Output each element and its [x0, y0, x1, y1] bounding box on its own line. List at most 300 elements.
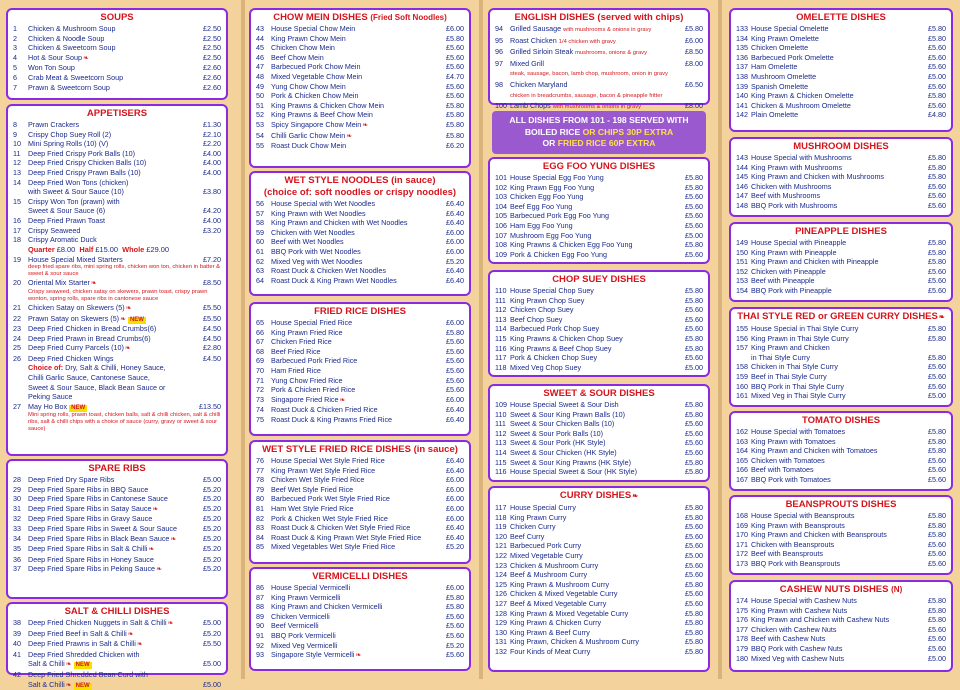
item-name-text: Grilled Sausage	[510, 24, 562, 33]
item-price: £5.60	[685, 531, 703, 541]
item-price: £2.10	[203, 129, 221, 139]
menu-item	[736, 644, 946, 654]
item-number: 41	[13, 649, 21, 659]
item-name	[751, 456, 926, 466]
item-list	[13, 475, 221, 575]
item-price: £5.80	[928, 427, 946, 436]
item-price: £5.60	[928, 191, 946, 201]
item-price: £4.50	[203, 333, 221, 343]
item-price: £6.40	[446, 218, 464, 228]
item-price: £5.20	[203, 503, 221, 513]
item-number: 93	[256, 650, 264, 660]
menu-item	[256, 247, 464, 257]
item-price: £5.60	[446, 650, 464, 660]
item-name	[271, 110, 444, 120]
item-price: £5.80	[928, 153, 946, 162]
item-name	[271, 602, 444, 612]
item-number: 27	[13, 401, 21, 411]
item-number: 128	[495, 608, 507, 618]
item-name	[28, 680, 201, 690]
item-name	[28, 618, 201, 629]
item-name-text: Prawn Satay on Skewers (5)	[28, 313, 120, 323]
item-price: £6.00	[446, 237, 464, 247]
item-name-text: Beef in Thai Style Curry	[751, 371, 827, 381]
item-price: £5.80	[928, 520, 946, 530]
item-price: £5.80	[446, 110, 464, 120]
menu-item	[256, 218, 464, 228]
menu-item	[256, 228, 464, 238]
item-name-text: Crispy Aromatic Duck	[28, 235, 97, 245]
menu-item	[13, 149, 221, 159]
item-name-text: Pork & Chicken Chow Mein	[271, 91, 359, 101]
section-title: PINEAPPLE DISHES	[795, 226, 887, 237]
title-sub: (Fried Soft Noodles)	[370, 13, 447, 22]
item-name	[510, 618, 683, 628]
item-number: 120	[495, 531, 507, 541]
item-name-text: Beef Egg Foo Yung	[510, 201, 573, 211]
item-number: 23	[13, 324, 21, 334]
item-name-text: King Prawn and Chicken with Pineapple	[751, 257, 879, 267]
item-name	[271, 347, 444, 357]
item-name	[510, 353, 683, 363]
item-number: 40	[13, 639, 21, 649]
item-price: £4.00	[203, 167, 221, 177]
item-number: 149	[736, 238, 748, 247]
item-number: 12	[13, 158, 21, 168]
menu-item	[736, 153, 946, 163]
item-name-text: House Special Sweet & Sour Dish	[510, 400, 619, 409]
menu-item	[256, 405, 464, 415]
menu-item	[736, 91, 946, 101]
menu-item	[13, 197, 221, 207]
menu-item	[495, 47, 703, 59]
item-number: 6	[13, 72, 17, 82]
menu-item	[256, 523, 464, 533]
item-price: £2.60	[203, 72, 221, 82]
menu-item	[13, 24, 221, 34]
item-price: £5.80	[685, 333, 703, 343]
item-price: £5.20	[203, 533, 221, 543]
item-list	[736, 596, 946, 663]
item-number: 35	[13, 544, 21, 554]
item-number: 47	[256, 62, 264, 72]
item-name-text: House Special Chow Mein	[271, 24, 356, 33]
item-name	[751, 475, 926, 485]
item-name-text: House Special with Cashew Nuts	[751, 596, 857, 605]
item-name-text: Mixed Veg Vermicelli	[271, 640, 338, 650]
item-price: £5.00	[928, 71, 946, 81]
item-name-text: Beef with Pineapple	[751, 276, 815, 286]
item-price: £5.60	[685, 324, 703, 334]
item-name-text: King Prawns & Beef Chow Mein	[271, 110, 373, 120]
menu-item	[256, 347, 464, 357]
item-name-text: King Prawn & Chicken Omelette	[751, 91, 854, 101]
item-name	[751, 257, 926, 267]
item-name-text: Chicken Chop Suey	[510, 305, 574, 315]
menu-item	[256, 318, 464, 328]
item-price: £5.80	[928, 324, 946, 333]
menu-item	[736, 343, 946, 353]
title-text: THAI STYLE RED or GREEN CURRY DISHES	[737, 311, 938, 322]
item-number: 43	[256, 24, 264, 33]
chili-icon	[66, 661, 72, 668]
item-price: £13.50	[199, 401, 221, 411]
item-price: £5.60	[446, 365, 464, 375]
item-name	[271, 612, 444, 622]
item-name-text: Deep Fried Spare Ribs in Satay Sauce	[28, 503, 152, 513]
item-name-text: King Prawns & Beef Chop Suey	[510, 343, 612, 353]
menu-item	[736, 521, 946, 531]
item-name	[271, 631, 444, 641]
item-list	[13, 402, 221, 433]
item-list	[256, 456, 464, 552]
item-price: £5.60	[685, 305, 703, 315]
item-list	[736, 153, 946, 211]
item-name	[271, 395, 444, 406]
item-price: £5.60	[446, 81, 464, 91]
item-price: £5.50	[203, 302, 221, 312]
item-name-text: Singapore Style Vermicelli	[271, 650, 355, 660]
item-name	[271, 199, 444, 209]
item-name-text: BBQ Pork with Cashew Nuts	[751, 643, 843, 653]
salt-chilli-section	[6, 602, 228, 689]
chow-mein-section	[249, 8, 471, 168]
item-number: 4	[13, 52, 17, 62]
item-price: £5.80	[685, 608, 703, 618]
item-number: 153	[736, 276, 748, 286]
item-price: £6.00	[446, 583, 464, 592]
menu-item	[736, 286, 946, 296]
item-name-text: Chicken with Tomatoes	[751, 455, 825, 465]
item-name-text: Barbecued Pork Wet Style Fried Rice	[271, 494, 390, 504]
menu-item	[13, 226, 221, 236]
item-number: 20	[13, 278, 21, 288]
egg-foo-yung-section	[488, 157, 710, 264]
item-price: £6.00	[685, 35, 703, 45]
menu-item	[256, 602, 464, 612]
item-number: 132	[495, 646, 507, 656]
item-name-text: Deep Fried Spare Ribs in Cantonese Sauce	[28, 494, 168, 504]
item-number: 80	[256, 494, 264, 504]
item-name	[271, 43, 444, 53]
item-price: £5.60	[685, 522, 703, 532]
item-list	[495, 286, 703, 372]
chili-icon	[152, 506, 158, 513]
item-name-text: Beef Vermicelli	[271, 621, 319, 631]
item-name-text: Deep Fried Curry Parcels (10)	[28, 343, 124, 353]
item-name-text: House Special with Pineapple	[751, 238, 847, 247]
item-number: 103	[495, 192, 507, 202]
item-number: 151	[736, 257, 748, 267]
chili-icon	[362, 122, 368, 129]
item-price: £6.40	[446, 523, 464, 533]
item-name-text: Deep Fried Shredded Bean Curd with	[28, 669, 148, 679]
item-price: £5.60	[685, 314, 703, 324]
item-price: £6.40	[446, 208, 464, 218]
item-price: £6.40	[446, 199, 464, 208]
menu-item	[256, 504, 464, 514]
menu-item	[256, 110, 464, 120]
item-name	[510, 410, 683, 420]
menu-item	[736, 53, 946, 63]
item-name-text: King Prawn and Chicken with Cashew Nuts	[751, 615, 890, 625]
item-number: 108	[495, 240, 507, 250]
omelette-section	[729, 8, 953, 132]
item-name	[751, 353, 926, 363]
item-price: £2.50	[203, 43, 221, 53]
item-price: £5.60	[928, 465, 946, 475]
menu-item	[13, 73, 221, 83]
item-number: 169	[736, 520, 748, 530]
choice-line: Dry, Salt & Chilli, Honey Sauce,	[65, 363, 166, 373]
item-name	[510, 47, 683, 59]
item-number: 115	[495, 333, 507, 343]
item-name	[271, 276, 444, 286]
item-price: £5.60	[685, 438, 703, 448]
item-number: 62	[256, 256, 264, 266]
quarter-label: Quarter	[28, 244, 55, 254]
choice-line	[13, 373, 221, 383]
item-name	[271, 228, 444, 238]
menu-item	[256, 494, 464, 504]
item-price: £3.80	[203, 187, 221, 197]
item-name-text: Beef with Wet Noodles	[271, 237, 344, 247]
item-price: £5.80	[446, 130, 464, 140]
item-name	[28, 83, 201, 93]
menu-item	[256, 456, 464, 466]
item-name	[751, 238, 926, 248]
item-name	[510, 429, 683, 439]
item-name-text: King Prawn with Pineapple	[751, 247, 837, 257]
menu-item	[495, 334, 703, 344]
item-list	[13, 255, 221, 364]
item-price: £5.00	[685, 550, 703, 560]
menu-item	[736, 82, 946, 92]
menu-item	[13, 178, 221, 188]
item-list	[736, 324, 946, 401]
item-name	[751, 191, 926, 201]
menu-item	[495, 211, 703, 221]
item-name-text: House Special Egg Foo Yung	[510, 173, 604, 182]
half-price: £15.00	[95, 244, 119, 254]
item-name	[510, 59, 683, 69]
item-name-text: Deep Fried Beef in Salt & Chilli	[28, 628, 127, 638]
item-price: £5.60	[928, 549, 946, 559]
menu-item	[256, 415, 464, 425]
item-price: £6.00	[446, 227, 464, 237]
item-name-text: Ham Omelette	[751, 62, 798, 72]
item-name-text: Beef with Beansprouts	[751, 549, 823, 559]
item-name	[271, 82, 444, 92]
item-name	[271, 466, 444, 476]
item-number: 137	[736, 62, 748, 72]
item-name	[28, 670, 219, 680]
new-badge: NEW	[71, 404, 86, 411]
item-price: £2.50	[203, 33, 221, 43]
menu-item	[256, 514, 464, 524]
mushroom-section	[729, 137, 953, 217]
item-name	[28, 278, 201, 289]
item-number: 130	[495, 627, 507, 637]
item-number: 59	[256, 227, 264, 237]
item-number: 63	[256, 266, 264, 276]
item-name-text: Pork & Chicken Wet Style Fried Rice	[271, 513, 388, 523]
item-price: £5.60	[685, 598, 703, 608]
item-number: 14	[13, 177, 21, 187]
item-price: £6.00	[446, 494, 464, 504]
item-name	[271, 101, 444, 111]
item-number: 117	[495, 353, 507, 363]
item-price: £5.20	[203, 544, 221, 554]
item-name-text: Deep Fried Spare Ribs in Black Bean Sauce	[28, 533, 170, 543]
item-name	[271, 593, 444, 603]
menu-item	[256, 621, 464, 631]
item-name-text: Chicken Chow Mein	[271, 43, 335, 53]
menu-item	[495, 522, 703, 532]
item-number: 37	[13, 564, 21, 574]
item-name	[510, 580, 683, 590]
item-price: £4.80	[928, 110, 946, 120]
item-number: 126	[495, 589, 507, 599]
item-number: 28	[13, 475, 21, 484]
menu-item	[13, 158, 221, 168]
item-name-text: Deep Fried Prawn Toast	[28, 215, 105, 225]
item-number: 135	[736, 43, 748, 53]
item-name-text: Hot & Sour Soup	[28, 52, 82, 62]
item-name-text: Crispy Won Ton (prawn) with	[28, 196, 120, 206]
item-name	[28, 659, 201, 670]
item-name	[751, 182, 926, 192]
menu-item	[736, 72, 946, 82]
item-list	[495, 503, 703, 657]
item-name-text: Crab Meat & Sweetcorn Soup	[28, 72, 124, 82]
item-number: 116	[495, 343, 507, 353]
item-number: 50	[256, 91, 264, 101]
item-name-text: Sweet & Sour Pork Balls (10)	[510, 428, 604, 438]
item-name	[751, 53, 926, 63]
menu-item	[13, 324, 221, 334]
item-name-text: Pork & Chicken Egg Foo Yung	[510, 249, 607, 259]
item-list	[736, 238, 946, 296]
item-name-text: Roast Duck & Chicken Wet Style Fried Rice	[271, 523, 411, 533]
item-name	[751, 248, 926, 258]
item-price: £5.00	[203, 618, 221, 627]
menu-item	[13, 34, 221, 44]
item-name-text: Chicken & Noodle Soup	[28, 33, 105, 43]
menu-item	[13, 544, 221, 555]
item-name-text: King Prawns & Chicken Chow Mein	[271, 100, 385, 110]
item-number: 122	[495, 550, 507, 560]
item-price: £5.80	[685, 173, 703, 182]
item-name	[510, 609, 683, 619]
menu-item	[256, 542, 464, 552]
item-price: £5.60	[685, 428, 703, 438]
item-price: £8.00	[685, 58, 703, 68]
item-price: £5.80	[928, 333, 946, 343]
item-number: 110	[495, 286, 507, 295]
item-price: £5.80	[685, 182, 703, 192]
choice-line	[13, 392, 221, 402]
item-name	[510, 458, 683, 468]
item-number: 136	[736, 52, 748, 62]
menu-item	[495, 400, 703, 410]
item-name	[28, 402, 197, 412]
item-name-text: King Prawn with Wet Noodles	[271, 208, 366, 218]
menu-item	[13, 670, 221, 680]
menu-item	[256, 62, 464, 72]
rice-banner	[492, 111, 706, 154]
item-number: 144	[736, 162, 748, 172]
item-name	[510, 551, 683, 561]
item-name	[510, 211, 683, 221]
item-number: 64	[256, 275, 264, 285]
item-price: £5.00	[928, 653, 946, 663]
item-name-text: Deep Fried Chicken in Bread Crumbs(6)	[28, 324, 157, 334]
item-name	[510, 24, 683, 36]
item-name	[510, 324, 683, 334]
item-name	[751, 286, 926, 296]
item-name	[751, 362, 926, 372]
item-name-text: Spicy Singapore Chow Mein	[271, 119, 362, 129]
new-badge: NEW	[75, 682, 90, 689]
item-number: 123	[495, 560, 507, 570]
item-name	[28, 206, 201, 216]
menu-item	[256, 385, 464, 395]
item-name	[271, 641, 444, 651]
item-price: £5.80	[446, 100, 464, 110]
banner-text: OR	[542, 138, 558, 148]
menu-item	[495, 202, 703, 212]
menu-item	[736, 334, 946, 344]
item-price: £6.00	[446, 484, 464, 494]
item-price: £5.60	[446, 346, 464, 356]
item-number: 104	[495, 201, 507, 211]
item-number: 60	[256, 237, 264, 247]
item-name-text: Chicken Egg Foo Yung	[510, 192, 584, 202]
item-name	[751, 654, 926, 664]
item-name-text: Beef & Mixed Vegetable Curry	[510, 598, 607, 608]
item-number: 70	[256, 365, 264, 375]
menu-item	[495, 551, 703, 561]
item-number: 46	[256, 52, 264, 62]
item-price: £5.80	[685, 579, 703, 589]
item-name	[28, 53, 201, 64]
item-name	[271, 131, 444, 142]
item-name	[751, 511, 926, 521]
menu-item	[495, 296, 703, 306]
item-name	[751, 596, 926, 606]
item-number: 32	[13, 514, 21, 524]
item-number: 89	[256, 611, 264, 621]
item-name	[751, 343, 944, 353]
item-name-text: Deep Fried Won Tons (chicken)	[28, 177, 129, 187]
item-name	[28, 629, 201, 640]
item-number: 88	[256, 602, 264, 612]
item-name	[510, 183, 683, 193]
item-price: £5.80	[446, 602, 464, 612]
item-price: £2.50	[203, 24, 221, 33]
item-number: 1	[13, 24, 17, 33]
item-price: £5.60	[446, 356, 464, 366]
item-price: £5.60	[928, 285, 946, 295]
menu-item	[13, 618, 221, 629]
vermicelli-section	[249, 567, 471, 671]
item-price: £5.60	[928, 381, 946, 391]
item-number: 74	[256, 405, 264, 415]
menu-item	[13, 534, 221, 545]
item-name-text: King Prawn with Tomatoes	[751, 436, 836, 446]
item-name-text: King Prawn in Thai Style Curry	[751, 333, 849, 343]
